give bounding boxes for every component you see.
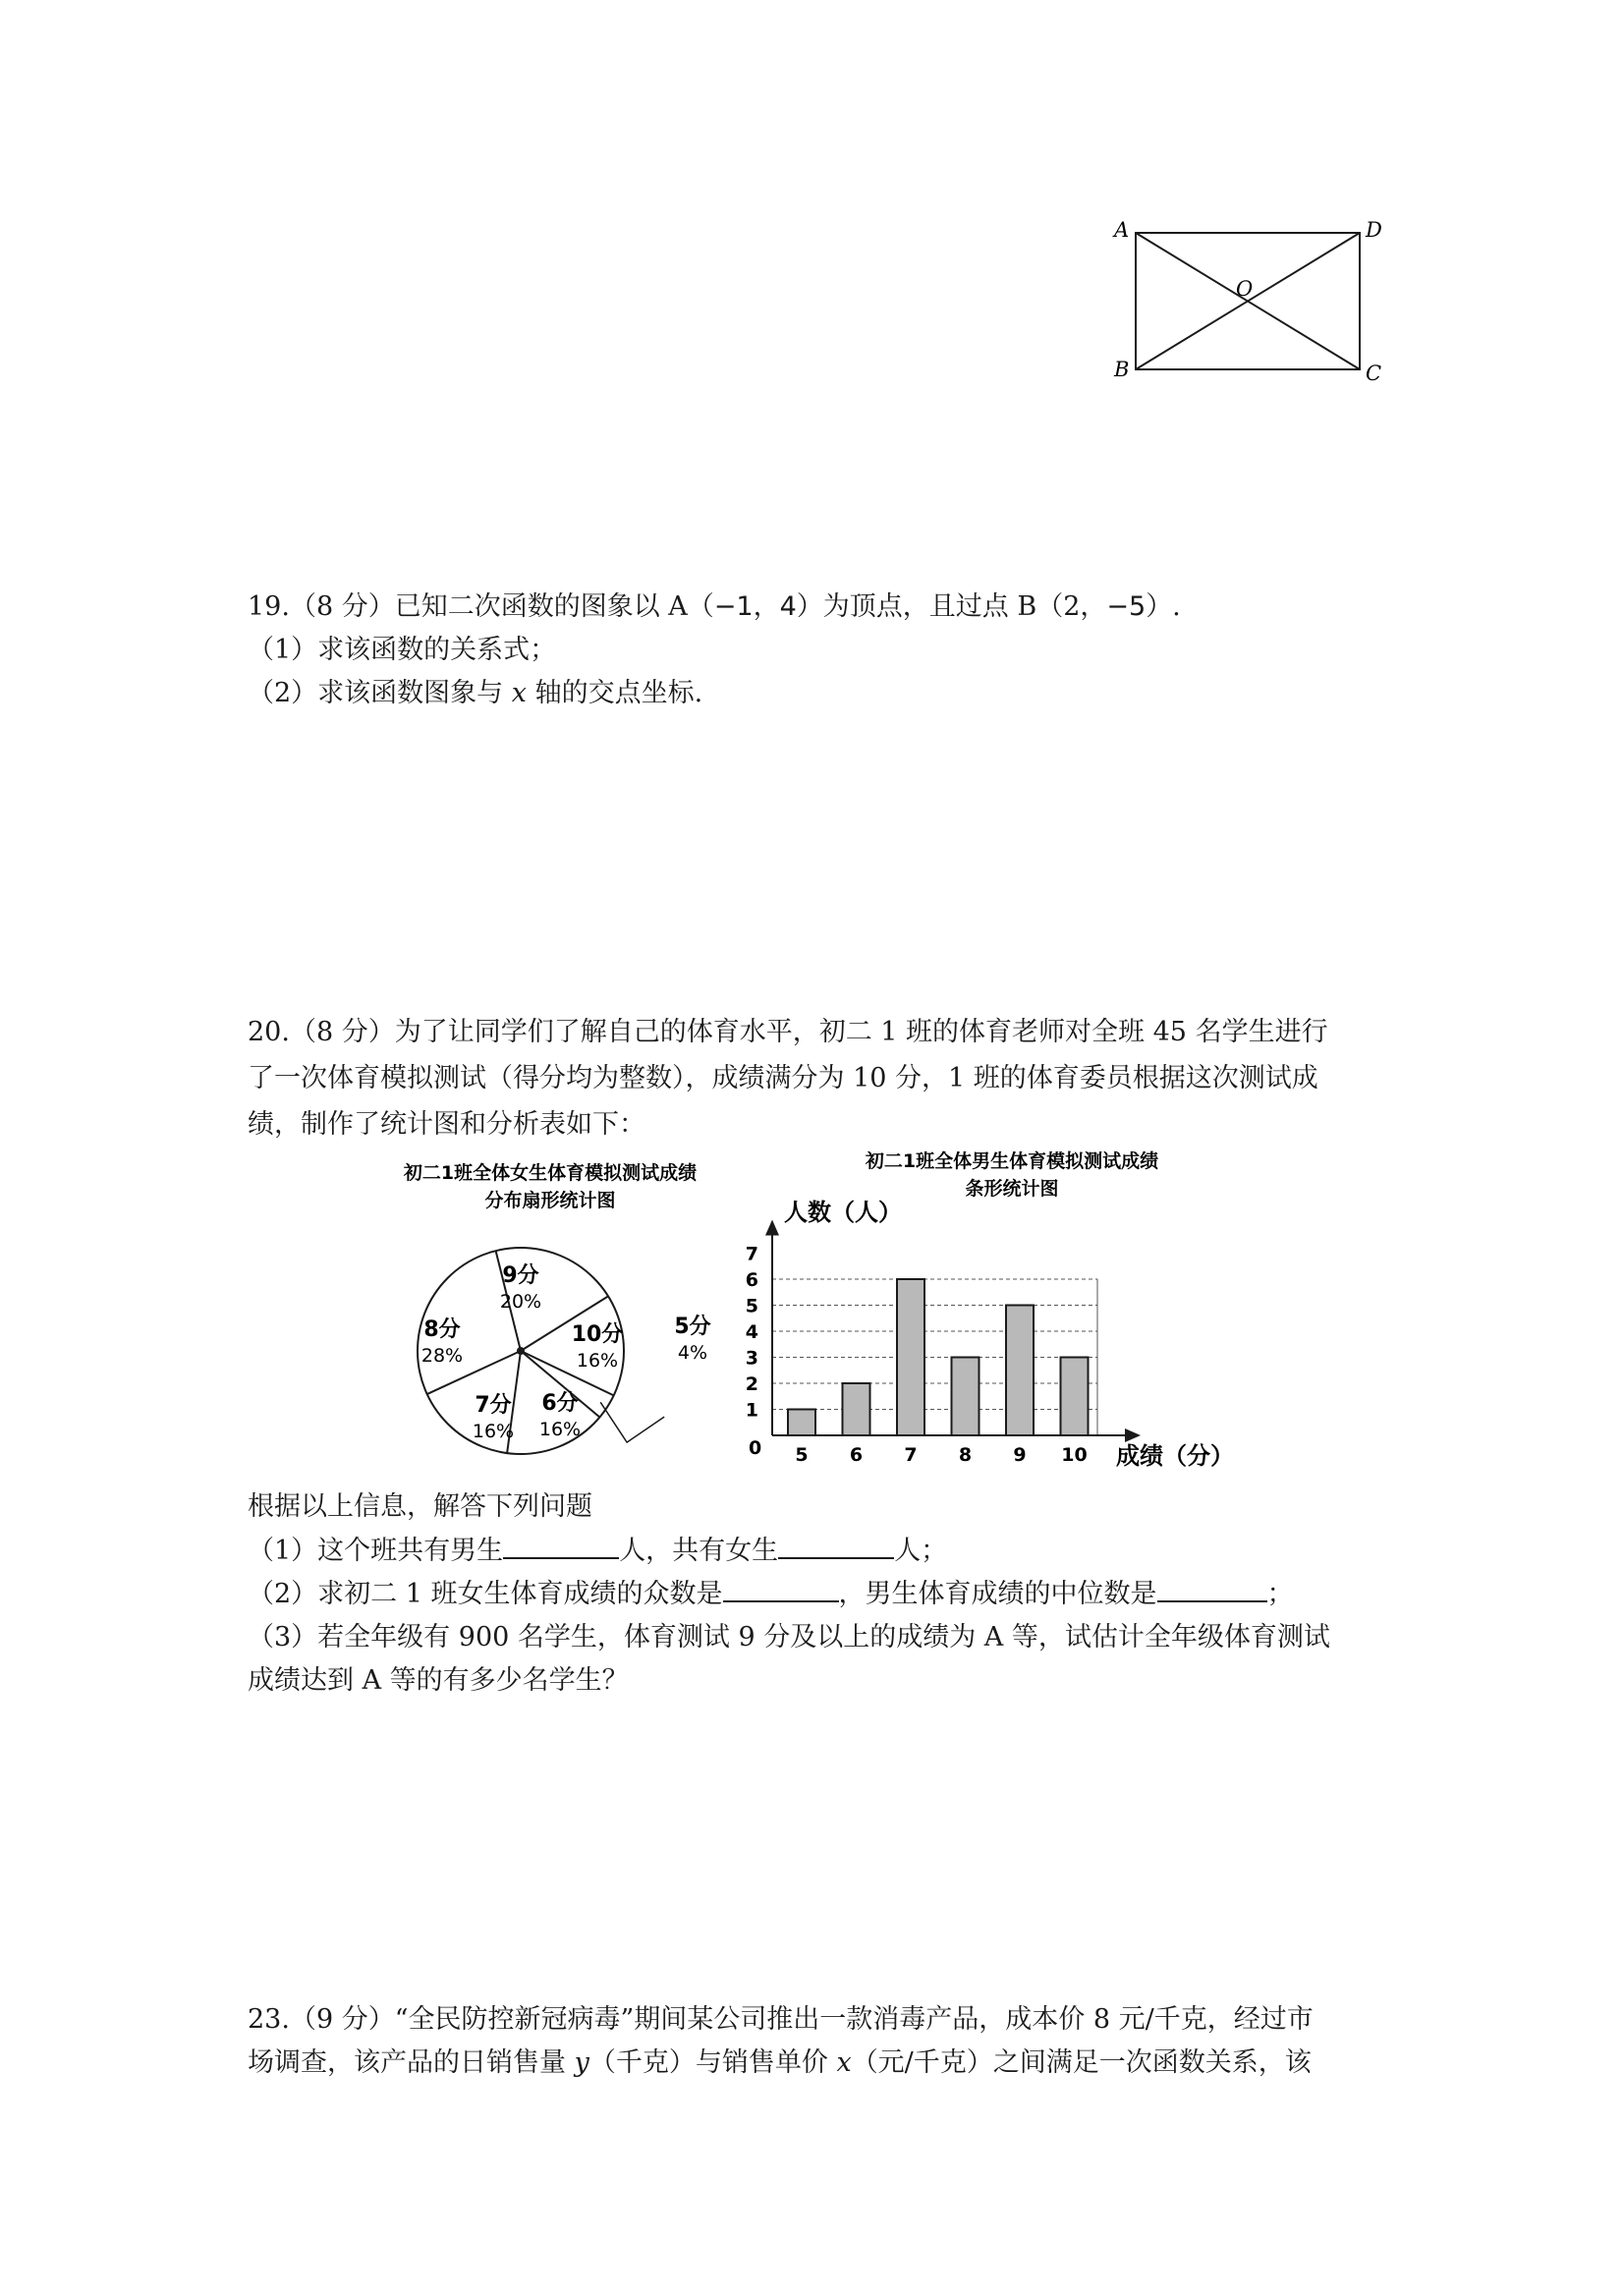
bar-x-axis-label: 成绩（分） bbox=[1116, 1442, 1234, 1470]
bar-x-tick-label: 7 bbox=[904, 1444, 918, 1466]
bar-5 bbox=[788, 1410, 815, 1436]
pie-slice-percent: 4% bbox=[677, 1342, 708, 1364]
q20-stem-line2: 了一次体育模拟测试（得分均为整数），成绩满分为 10 分，1 班的体育委员根据这次测试成 bbox=[248, 1063, 1318, 1093]
bar-7 bbox=[897, 1279, 924, 1435]
rectangle-abcd-figure bbox=[1100, 211, 1395, 398]
pie-slice-label: 6分 bbox=[541, 1391, 579, 1416]
pie-slice-percent: 28% bbox=[420, 1345, 464, 1367]
answer-blank-boys[interactable] bbox=[503, 1532, 619, 1559]
pie-slice-label: 8分 bbox=[423, 1317, 461, 1342]
bar-9 bbox=[1006, 1306, 1034, 1436]
bar-8 bbox=[952, 1358, 979, 1436]
bar-origin-label: 0 bbox=[749, 1437, 762, 1459]
point-b-label: B bbox=[1114, 358, 1130, 381]
pie-slice-percent: 16% bbox=[472, 1421, 515, 1442]
q23-stem-line1: 23.（9 分）“全民防控新冠病毒”期间某公司推出一款消毒产品，成本价 8 元/千克，经过市 bbox=[248, 2004, 1314, 2035]
bar-title-line2: 条形统计图 bbox=[965, 1178, 1059, 1200]
q20-part2: （2）求初二 1 班女生体育成绩的众数是 ，男生体育成绩的中位数是 ； bbox=[248, 1575, 1294, 1614]
point-a-label: A bbox=[1114, 218, 1130, 242]
pie-slice-label: 10分 bbox=[571, 1322, 624, 1347]
bar-y-tick-label: 4 bbox=[745, 1321, 758, 1343]
bar-6 bbox=[843, 1383, 870, 1435]
pie-slice-label: 5分 bbox=[674, 1315, 711, 1339]
bar-x-tick-label: 9 bbox=[1013, 1444, 1027, 1466]
bar-y-tick-label: 7 bbox=[745, 1243, 758, 1265]
pie-center-dot bbox=[517, 1347, 525, 1355]
boys-bar-chart bbox=[727, 1138, 1258, 1482]
point-o-label: O bbox=[1236, 277, 1254, 301]
bar-x-axis-arrow bbox=[1125, 1428, 1141, 1442]
pie-slice-percent: 20% bbox=[499, 1291, 542, 1313]
pie-slice-label: 7分 bbox=[475, 1393, 512, 1418]
point-d-label: D bbox=[1366, 218, 1382, 242]
bar-y-axis-arrow bbox=[765, 1220, 779, 1236]
bar-x-tick-label: 10 bbox=[1061, 1444, 1088, 1466]
answer-blank-mode[interactable] bbox=[723, 1575, 839, 1602]
bar-y-tick-label: 3 bbox=[745, 1347, 758, 1370]
bar-10 bbox=[1061, 1358, 1089, 1436]
q19-part1: （1）求该函数的关系式； bbox=[248, 635, 557, 665]
q19-stem: 19.（8 分）已知二次函数的图象以 A（−1，4）为顶点，且过点 B（2，−5）. bbox=[248, 591, 1181, 622]
pie-leader-line-5 bbox=[600, 1402, 664, 1442]
q23-stem-line2: 场调查，该产品的日销售量 y（千克）与销售单价 x（元/千克）之间满足一次函数关系，该 bbox=[248, 2047, 1312, 2078]
bar-y-tick-label: 5 bbox=[745, 1295, 758, 1317]
pie-title-line1: 初二1班全体女生体育模拟测试成绩 bbox=[403, 1162, 698, 1184]
answer-blank-median[interactable] bbox=[1157, 1575, 1267, 1602]
bar-y-tick-label: 1 bbox=[745, 1399, 758, 1422]
bar-title-line1: 初二1班全体男生体育模拟测试成绩 bbox=[865, 1150, 1159, 1172]
q20-part3-line1: （3）若全年级有 900 名学生，体育测试 9 分及以上的成绩为 A 等，试估计全年级体育测试 bbox=[248, 1622, 1330, 1652]
pie-title-line2: 分布扇形统计图 bbox=[484, 1190, 616, 1211]
answer-blank-girls[interactable] bbox=[778, 1532, 894, 1559]
q20-intro: 根据以上信息，解答下列问题 bbox=[248, 1491, 592, 1522]
bar-x-tick-label: 8 bbox=[958, 1444, 973, 1466]
q20-part1: （1）这个班共有男生 人，共有女生 人； bbox=[248, 1532, 947, 1571]
pie-slice-label: 9分 bbox=[502, 1263, 539, 1288]
point-c-label: C bbox=[1366, 362, 1382, 385]
bar-y-tick-label: 6 bbox=[745, 1269, 758, 1291]
bar-y-tick-label: 2 bbox=[745, 1373, 758, 1395]
bar-x-tick-label: 6 bbox=[849, 1444, 864, 1466]
bar-y-axis-label: 人数（人） bbox=[784, 1199, 902, 1226]
pie-slice-percent: 16% bbox=[538, 1419, 582, 1440]
q20-stem-line3: 绩，制作了统计图和分析表如下： bbox=[248, 1109, 645, 1140]
girls-pie-chart bbox=[373, 1149, 747, 1484]
q19-part2: （2）求该函数图象与 x 轴的交点坐标. bbox=[248, 678, 703, 708]
pie-slice-percent: 16% bbox=[576, 1350, 619, 1372]
bar-x-tick-label: 5 bbox=[795, 1444, 809, 1466]
q20-part3-line2: 成绩达到 A 等的有多少名学生？ bbox=[248, 1665, 629, 1696]
q20-stem-line1: 20.（8 分）为了让同学们了解自己的体育水平，初二 1 班的体育老师对全班 45 名学生进行 bbox=[248, 1017, 1328, 1047]
